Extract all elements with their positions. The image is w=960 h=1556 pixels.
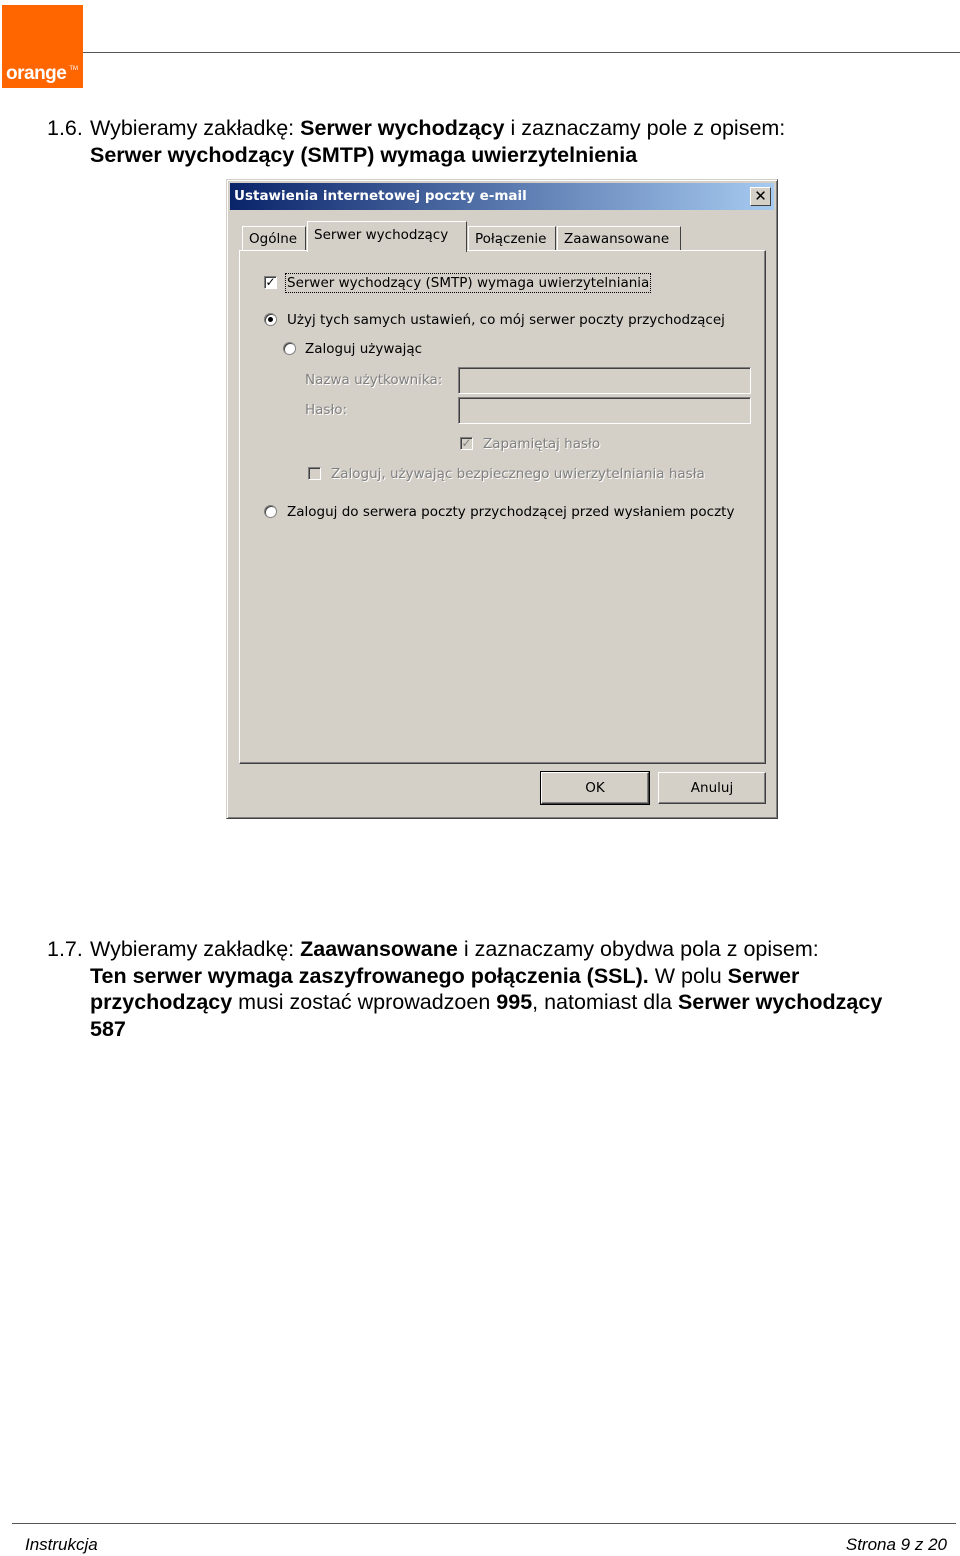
field-name-emphasis: Serwer wychodzący bbox=[677, 990, 883, 1014]
logo-text: orange bbox=[6, 63, 67, 84]
tab-name-emphasis: Serwer wychodzący bbox=[300, 116, 505, 140]
dialog-titlebar bbox=[230, 183, 774, 210]
step-1-6 bbox=[47, 115, 947, 168]
footer-doc-title: Instrukcja bbox=[25, 1535, 98, 1554]
password-field[interactable] bbox=[458, 397, 751, 424]
close-button[interactable] bbox=[750, 187, 771, 206]
option-name-emphasis: Serwer wychodzący (SMTP) wymaga uwierzytelnienia bbox=[90, 142, 638, 167]
step-text bbox=[90, 115, 947, 168]
logo-trademark: TM bbox=[69, 66, 78, 72]
option-name-emphasis: Ten serwer wymaga zaszyfrowanego połączenia (SSL). bbox=[90, 963, 649, 988]
smtp-auth-label: Serwer wychodzący (SMTP) wymaga uwierzytelniania bbox=[287, 275, 650, 291]
tab-general[interactable]: Ogólne bbox=[242, 226, 306, 251]
tab-advanced[interactable]: Zaawansowane bbox=[557, 226, 681, 251]
login-using-label: Zaloguj używając bbox=[305, 341, 423, 357]
step-text bbox=[90, 936, 947, 1042]
login-using-radio[interactable] bbox=[283, 342, 296, 355]
remember-password-checkbox[interactable] bbox=[460, 437, 473, 450]
username-field[interactable] bbox=[458, 367, 751, 394]
step-text-part: , natomiast dla bbox=[532, 990, 678, 1014]
orange-logo bbox=[2, 5, 83, 88]
close-icon: ✕ bbox=[754, 187, 767, 205]
footer-rule bbox=[12, 1523, 956, 1524]
email-settings-dialog bbox=[226, 179, 778, 819]
login-before-send-label: Zaloguj do serwera poczty przychodzącej przed wysłaniem poczty bbox=[287, 504, 735, 520]
check-icon: ✓ bbox=[461, 436, 472, 450]
password-label: Hasło: bbox=[305, 402, 348, 418]
step-number: 1.7. bbox=[47, 937, 83, 961]
username-label: Nazwa użytkownika: bbox=[305, 372, 443, 388]
cancel-button[interactable]: Anuluj bbox=[658, 772, 766, 804]
tab-outgoing-server[interactable]: Serwer wychodzący bbox=[307, 221, 467, 252]
use-same-settings-label: Użyj tych samych ustawień, co mój serwer poczty przychodzącej bbox=[287, 312, 725, 328]
step-text-part: musi zostać wprowadzoen bbox=[232, 990, 497, 1014]
step-text-part: Wybieramy zakładkę: bbox=[90, 116, 301, 140]
port-value: 587 bbox=[90, 1016, 126, 1041]
login-before-send-radio[interactable] bbox=[264, 505, 277, 518]
ok-button[interactable]: OK bbox=[541, 772, 649, 804]
secure-password-auth-label: Zaloguj, używając bezpiecznego uwierzytelniania hasła bbox=[331, 466, 705, 482]
tab-name-emphasis: Zaawansowane bbox=[300, 937, 458, 961]
check-icon: ✓ bbox=[265, 275, 276, 289]
port-value: 995 bbox=[496, 990, 533, 1014]
step-1-7 bbox=[47, 936, 947, 1042]
tab-connection[interactable]: Połączenie bbox=[468, 226, 556, 251]
step-text-part: i zaznaczamy pole z opisem: bbox=[504, 116, 786, 140]
secure-password-auth-checkbox[interactable] bbox=[308, 467, 321, 480]
smtp-auth-checkbox[interactable] bbox=[264, 276, 277, 289]
dialog-title: Ustawienia internetowej poczty e-mail bbox=[234, 188, 527, 204]
remember-password-label: Zapamiętaj hasło bbox=[483, 436, 601, 452]
step-number: 1.6. bbox=[47, 116, 83, 140]
header-rule bbox=[83, 52, 960, 53]
use-same-settings-radio[interactable] bbox=[264, 313, 277, 326]
step-text-part: i zaznaczamy obydwa pola z opisem: bbox=[457, 937, 819, 961]
footer-page-number: Strona 9 z 20 bbox=[845, 1535, 947, 1554]
step-text-part: Wybieramy zakładkę: bbox=[90, 937, 301, 961]
step-text-part: W polu bbox=[648, 963, 728, 988]
field-name-emphasis: Serwer przychodzący bbox=[90, 963, 800, 1014]
